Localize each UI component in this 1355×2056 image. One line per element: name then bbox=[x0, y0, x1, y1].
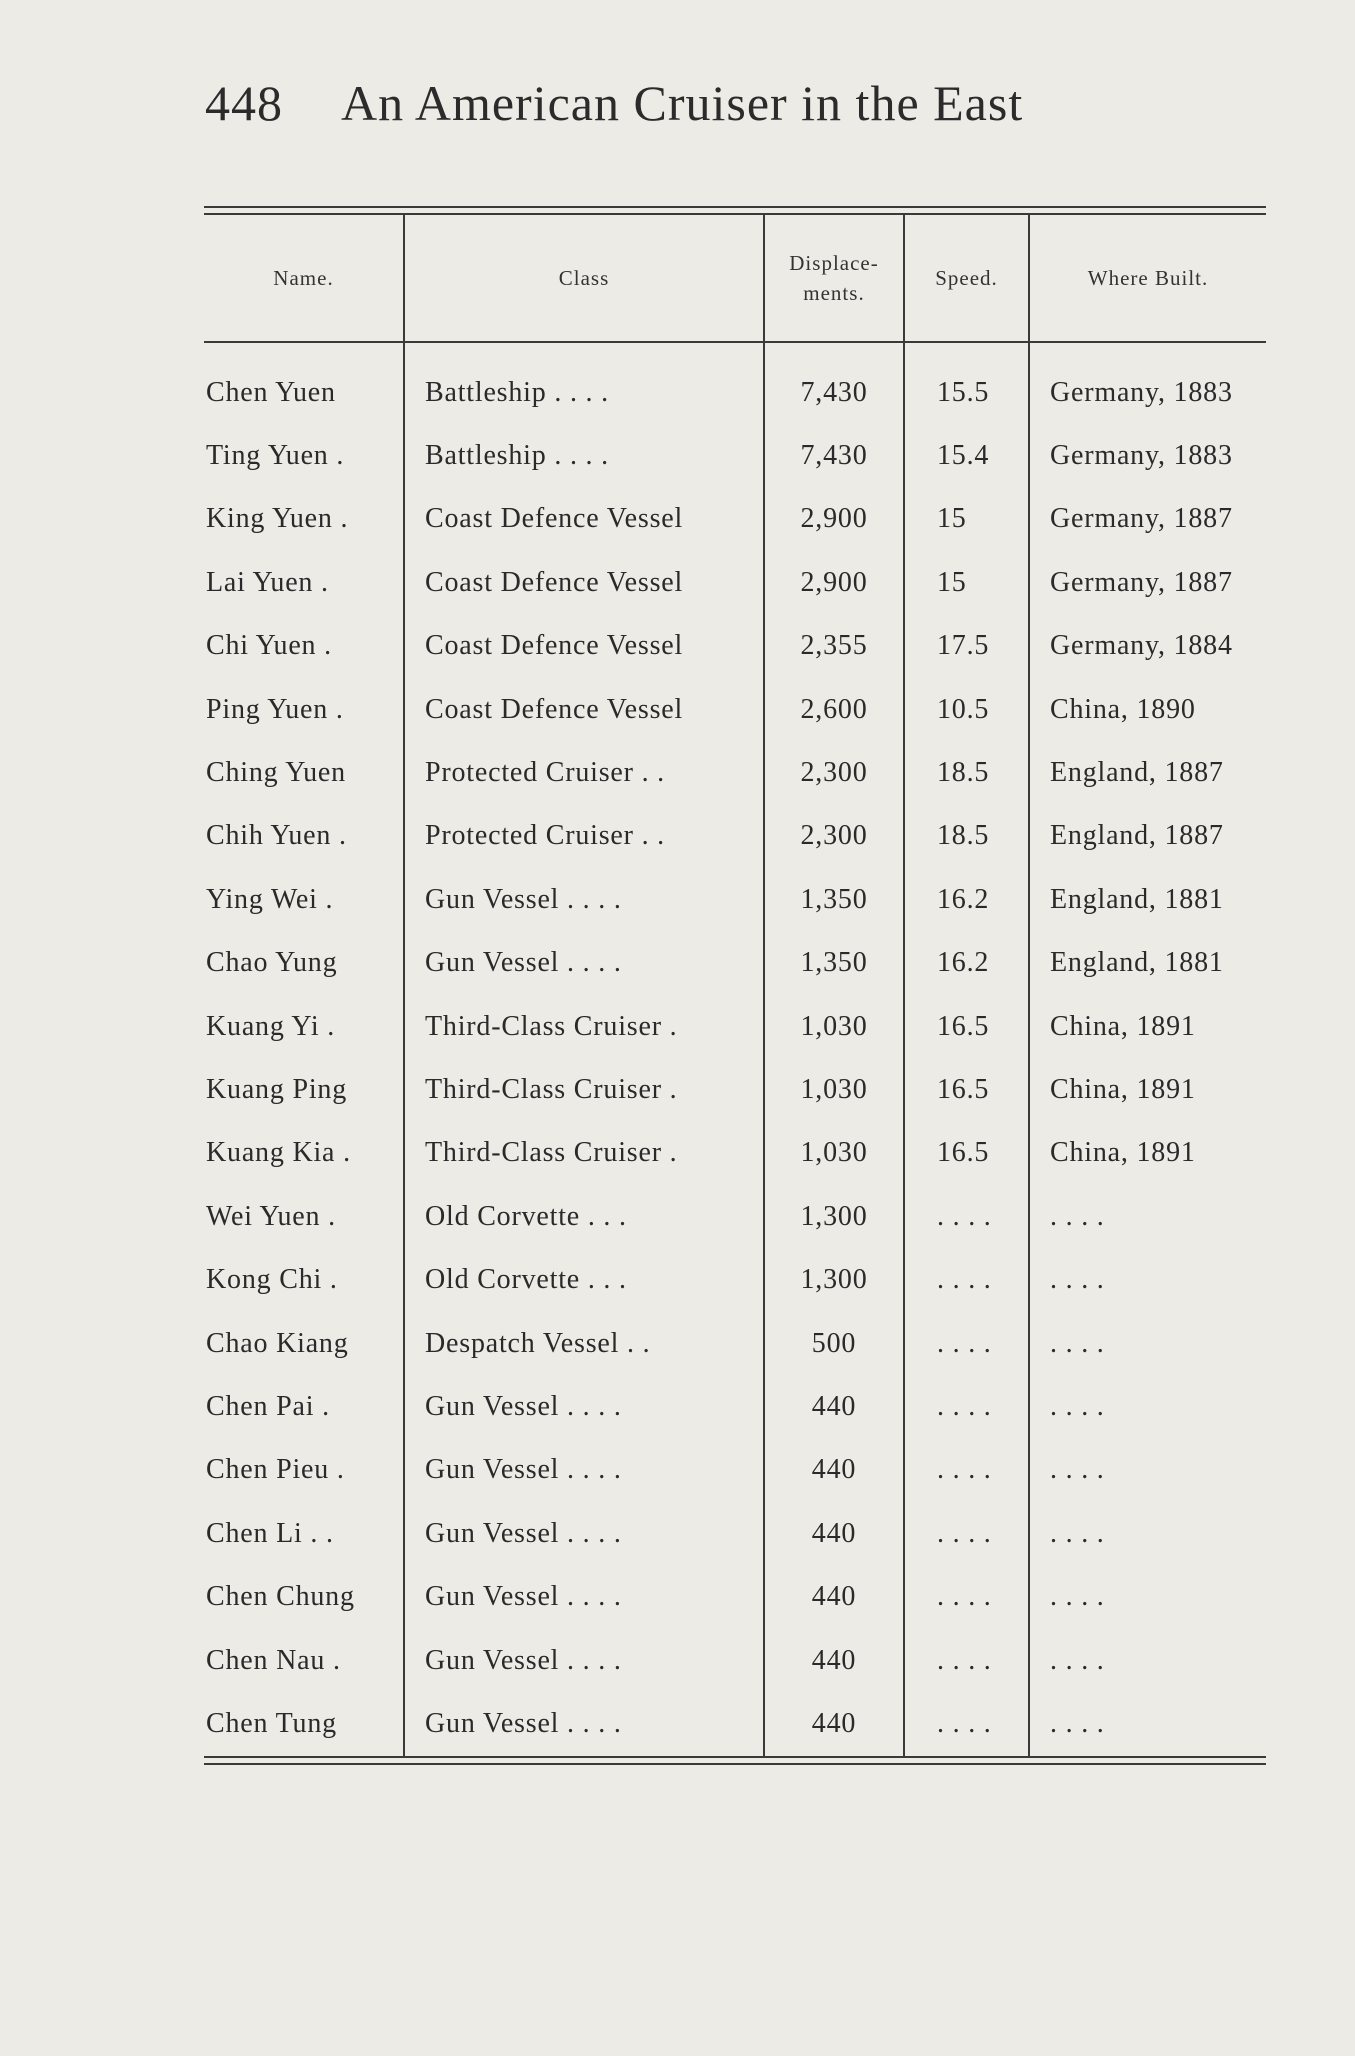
cell-name: Kuang Kia . bbox=[206, 1137, 351, 1169]
cell-where-built: England, 1881 bbox=[1029, 868, 1266, 931]
table-row bbox=[204, 1312, 1266, 1375]
cell-speed: 18.5 bbox=[904, 741, 1029, 804]
cell-displacement: 1,350 bbox=[764, 868, 904, 931]
cell-class: Protected Cruiser . . bbox=[404, 741, 764, 804]
cell-class: Battleship . . . . bbox=[404, 424, 764, 487]
cell-class: Gun Vessel . . . . bbox=[404, 932, 764, 995]
header-class: Class bbox=[404, 215, 764, 342]
cell-where-built: England, 1887 bbox=[1029, 805, 1266, 868]
table-bottom-double-rule bbox=[204, 1756, 1266, 1765]
running-head bbox=[205, 74, 1165, 132]
cell-name: Ting Yuen . bbox=[206, 440, 345, 472]
table-row bbox=[204, 424, 1266, 487]
cell-name: Chen Li . . bbox=[206, 1517, 334, 1549]
cell-displacement: 1,300 bbox=[764, 1185, 904, 1248]
cell-displacement: 440 bbox=[764, 1502, 904, 1565]
page-title: An American Cruiser in the East bbox=[341, 75, 1024, 131]
table-row bbox=[204, 1185, 1266, 1248]
cell-class: Old Corvette . . . bbox=[404, 1248, 764, 1311]
cell-speed: 18.5 bbox=[904, 805, 1029, 868]
cell-speed: 16.2 bbox=[904, 932, 1029, 995]
cell-where-built: China, 1891 bbox=[1029, 1058, 1266, 1121]
cell-class: Despatch Vessel . . bbox=[404, 1312, 764, 1375]
cell-name: Lai Yuen . bbox=[206, 566, 329, 598]
cell-displacement: 2,300 bbox=[764, 741, 904, 804]
cell-speed: 15 bbox=[904, 488, 1029, 551]
cell-class: Battleship . . . . bbox=[404, 342, 764, 424]
table-row bbox=[204, 678, 1266, 741]
cell-class: Coast Defence Vessel bbox=[404, 488, 764, 551]
cell-class: Gun Vessel . . . . bbox=[404, 1629, 764, 1692]
table-row bbox=[204, 1375, 1266, 1438]
cell-speed: 17.5 bbox=[904, 615, 1029, 678]
table-row bbox=[204, 615, 1266, 678]
cell-where-built: China, 1890 bbox=[1029, 678, 1266, 741]
cell-displacement: 7,430 bbox=[764, 342, 904, 424]
table-row bbox=[204, 1629, 1266, 1692]
cell-where-built: . . . . bbox=[1029, 1439, 1266, 1502]
cell-class: Gun Vessel . . . . bbox=[404, 1565, 764, 1628]
header-name: Name. bbox=[204, 215, 404, 342]
cell-name: Chen Pai . bbox=[206, 1390, 330, 1422]
cell-displacement: 440 bbox=[764, 1629, 904, 1692]
cell-name: Kuang Yi . bbox=[206, 1010, 336, 1042]
cell-name: Chi Yuen . bbox=[206, 630, 332, 662]
cell-name: Kuang Ping bbox=[206, 1073, 347, 1105]
cell-name: Chih Yuen . bbox=[206, 820, 347, 852]
cell-class: Coast Defence Vessel bbox=[404, 678, 764, 741]
cell-where-built: . . . . bbox=[1029, 1629, 1266, 1692]
cell-name: Chao Yung bbox=[206, 947, 338, 979]
cell-displacement: 440 bbox=[764, 1692, 904, 1755]
cell-displacement: 440 bbox=[764, 1375, 904, 1438]
cell-class: Third-Class Cruiser . bbox=[404, 995, 764, 1058]
cell-where-built: China, 1891 bbox=[1029, 995, 1266, 1058]
cell-name: Ping Yuen . bbox=[206, 693, 344, 725]
cell-speed: . . . . bbox=[904, 1629, 1029, 1692]
cell-where-built: England, 1887 bbox=[1029, 741, 1266, 804]
cell-where-built: England, 1881 bbox=[1029, 932, 1266, 995]
cell-class: Coast Defence Vessel bbox=[404, 551, 764, 614]
cell-speed: 15.5 bbox=[904, 342, 1029, 424]
cell-displacement: 1,030 bbox=[764, 1058, 904, 1121]
fleet-table bbox=[204, 215, 1266, 1756]
cell-class: Gun Vessel . . . . bbox=[404, 1502, 764, 1565]
cell-displacement: 1,030 bbox=[764, 1122, 904, 1185]
cell-where-built: Germany, 1884 bbox=[1029, 615, 1266, 678]
header-speed: Speed. bbox=[904, 215, 1029, 342]
cell-speed: . . . . bbox=[904, 1185, 1029, 1248]
cell-name: Chen Yuen bbox=[206, 376, 336, 408]
fleet-table-container bbox=[204, 206, 1266, 1765]
table-top-double-rule bbox=[204, 206, 1266, 215]
header-displacement bbox=[764, 215, 904, 342]
cell-speed: . . . . bbox=[904, 1375, 1029, 1438]
table-row bbox=[204, 1122, 1266, 1185]
cell-speed: 16.2 bbox=[904, 868, 1029, 931]
cell-displacement: 2,900 bbox=[764, 551, 904, 614]
cell-displacement: 2,600 bbox=[764, 678, 904, 741]
cell-displacement: 2,900 bbox=[764, 488, 904, 551]
cell-displacement: 440 bbox=[764, 1439, 904, 1502]
cell-class: Third-Class Cruiser . bbox=[404, 1058, 764, 1121]
cell-where-built: Germany, 1883 bbox=[1029, 424, 1266, 487]
cell-name: Wei Yuen . bbox=[206, 1200, 336, 1232]
cell-displacement: 7,430 bbox=[764, 424, 904, 487]
cell-speed: . . . . bbox=[904, 1312, 1029, 1375]
cell-where-built: . . . . bbox=[1029, 1185, 1266, 1248]
cell-speed: . . . . bbox=[904, 1439, 1029, 1502]
cell-displacement: 1,030 bbox=[764, 995, 904, 1058]
cell-displacement: 2,300 bbox=[764, 805, 904, 868]
table-header-row bbox=[204, 215, 1266, 342]
cell-speed: 16.5 bbox=[904, 995, 1029, 1058]
cell-displacement: 2,355 bbox=[764, 615, 904, 678]
cell-name: Ching Yuen bbox=[206, 757, 346, 789]
cell-where-built: . . . . bbox=[1029, 1248, 1266, 1311]
cell-class: Gun Vessel . . . . bbox=[404, 1692, 764, 1755]
cell-class: Old Corvette . . . bbox=[404, 1185, 764, 1248]
cell-speed: . . . . bbox=[904, 1692, 1029, 1755]
table-row bbox=[204, 932, 1266, 995]
table-row bbox=[204, 868, 1266, 931]
table-row bbox=[204, 1565, 1266, 1628]
cell-name: Kong Chi . bbox=[206, 1264, 338, 1296]
cell-class: Gun Vessel . . . . bbox=[404, 1439, 764, 1502]
cell-speed: 16.5 bbox=[904, 1122, 1029, 1185]
header-where-built: Where Built. bbox=[1029, 215, 1266, 342]
cell-name: Chen Nau . bbox=[206, 1644, 341, 1676]
table-row bbox=[204, 1439, 1266, 1502]
cell-name: Chao Kiang bbox=[206, 1327, 349, 1359]
cell-speed: . . . . bbox=[904, 1248, 1029, 1311]
table-row bbox=[204, 805, 1266, 868]
cell-speed: 16.5 bbox=[904, 1058, 1029, 1121]
table-row bbox=[204, 1058, 1266, 1121]
cell-class: Coast Defence Vessel bbox=[404, 615, 764, 678]
cell-class: Gun Vessel . . . . bbox=[404, 1375, 764, 1438]
cell-displacement: 1,350 bbox=[764, 932, 904, 995]
table-row bbox=[204, 741, 1266, 804]
table-row bbox=[204, 342, 1266, 424]
cell-where-built: . . . . bbox=[1029, 1312, 1266, 1375]
table-row bbox=[204, 1502, 1266, 1565]
cell-speed: . . . . bbox=[904, 1565, 1029, 1628]
table-row bbox=[204, 1248, 1266, 1311]
cell-speed: . . . . bbox=[904, 1502, 1029, 1565]
cell-where-built: Germany, 1887 bbox=[1029, 551, 1266, 614]
cell-class: Gun Vessel . . . . bbox=[404, 868, 764, 931]
cell-where-built: Germany, 1883 bbox=[1029, 342, 1266, 424]
page-number: 448 bbox=[205, 75, 283, 131]
cell-speed: 15.4 bbox=[904, 424, 1029, 487]
cell-speed: 10.5 bbox=[904, 678, 1029, 741]
cell-name: Ying Wei . bbox=[206, 883, 334, 915]
cell-name: Chen Chung bbox=[206, 1581, 355, 1613]
table-row bbox=[204, 1692, 1266, 1755]
header-displacement-text: Displace- ments. bbox=[789, 250, 879, 305]
cell-where-built: . . . . bbox=[1029, 1502, 1266, 1565]
cell-where-built: China, 1891 bbox=[1029, 1122, 1266, 1185]
table-body bbox=[204, 342, 1266, 1756]
cell-where-built: Germany, 1887 bbox=[1029, 488, 1266, 551]
table-row bbox=[204, 488, 1266, 551]
cell-speed: 15 bbox=[904, 551, 1029, 614]
table-row bbox=[204, 551, 1266, 614]
cell-displacement: 500 bbox=[764, 1312, 904, 1375]
cell-name: Chen Pieu . bbox=[206, 1454, 345, 1486]
cell-class: Third-Class Cruiser . bbox=[404, 1122, 764, 1185]
cell-displacement: 1,300 bbox=[764, 1248, 904, 1311]
cell-where-built: . . . . bbox=[1029, 1375, 1266, 1438]
cell-name: King Yuen . bbox=[206, 503, 349, 535]
cell-name: Chen Tung bbox=[206, 1707, 337, 1739]
cell-class: Protected Cruiser . . bbox=[404, 805, 764, 868]
cell-displacement: 440 bbox=[764, 1565, 904, 1628]
cell-where-built: . . . . bbox=[1029, 1565, 1266, 1628]
cell-where-built: . . . . bbox=[1029, 1692, 1266, 1755]
table-row bbox=[204, 995, 1266, 1058]
